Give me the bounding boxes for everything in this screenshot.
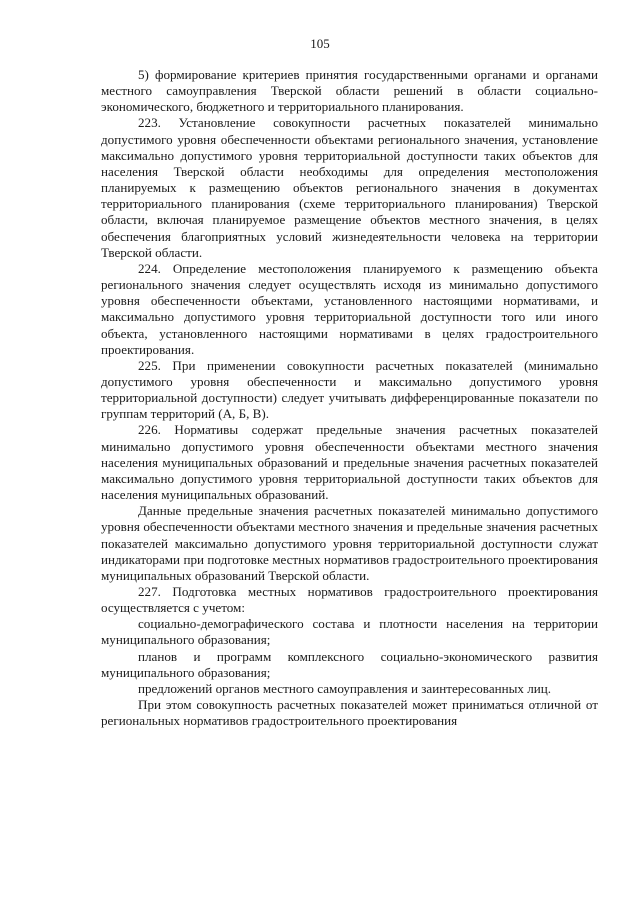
document-body bbox=[101, 67, 598, 729]
paragraph: Данные предельные значения расчетных показателей минимально допустимого уровня обеспеченности объектами местного значения и предельные значения расчетных показателей максимально допустимого уровня территориальной доступности служат индикаторами при подготовке местных нормативов градостроительного проектирования муниципальных образований Тверской области. bbox=[101, 503, 598, 583]
paragraph: предложений органов местного самоуправления и заинтересованных лиц. bbox=[138, 680, 552, 696]
paragraph: планов и программ комплексного социально-экономического развития муниципального образования; bbox=[101, 648, 598, 680]
paragraph: 227. Подготовка местных нормативов градостроительного проектирования осуществляется с учетом: bbox=[101, 584, 598, 616]
paragraph: При этом совокупность расчетных показателей может приниматься отличной от региональных нормативов градостроительного проектирования bbox=[101, 697, 598, 729]
page-number: 105 bbox=[310, 36, 330, 51]
paragraph: социально-демографического состава и плотности населения на территории муниципального образования; bbox=[101, 616, 598, 648]
paragraph: 5) формирование критериев принятия государственными органами и органами местного самоуправления Тверской области решений в области социально-экономического, бюджетного и территориального планирования. bbox=[101, 67, 598, 115]
paragraph: 223. Установление совокупности расчетных показателей минимально допустимого уровня обеспеченности объектами регионального значения, установление максимально допустимого уровня территориальной доступности таких объектов для населения Тверской области необходимы для определения местоположения планируемых к размещению объектов регионального значения в документах территориального планирования (схеме территориального планирования) Тверской области, включая планируемое размещение объектов местного значения, в целях обеспечения благоприятных условий жизнедеятельности человека на территории Тверской области. bbox=[101, 115, 598, 260]
paragraph: 224. Определение местоположения планируемого к размещению объекта регионального значения следует осуществлять исходя из минимально допустимого уровня обеспеченности объектами, установленного настоящими нормативами, и максимально допустимого уровня территориальной доступности того или иного объекта, установленного настоящими нормативами в целях градостроительного проектирования. bbox=[101, 260, 598, 357]
paragraph: 225. При применении совокупности расчетных показателей (минимально допустимого уровня обеспеченности и максимально допустимого уровня территориальной доступности) следует учитывать дифференцированные показатели по группам территорий (А, Б, В). bbox=[101, 357, 598, 422]
paragraph: 226. Нормативы содержат предельные значения расчетных показателей минимально допустимого уровня обеспеченности объектами местного значения населения муниципальных образований и предельные значения расчетных показателей максимально допустимого уровня территориальной доступности таких объектов для населения муниципальных образований. bbox=[101, 422, 598, 503]
